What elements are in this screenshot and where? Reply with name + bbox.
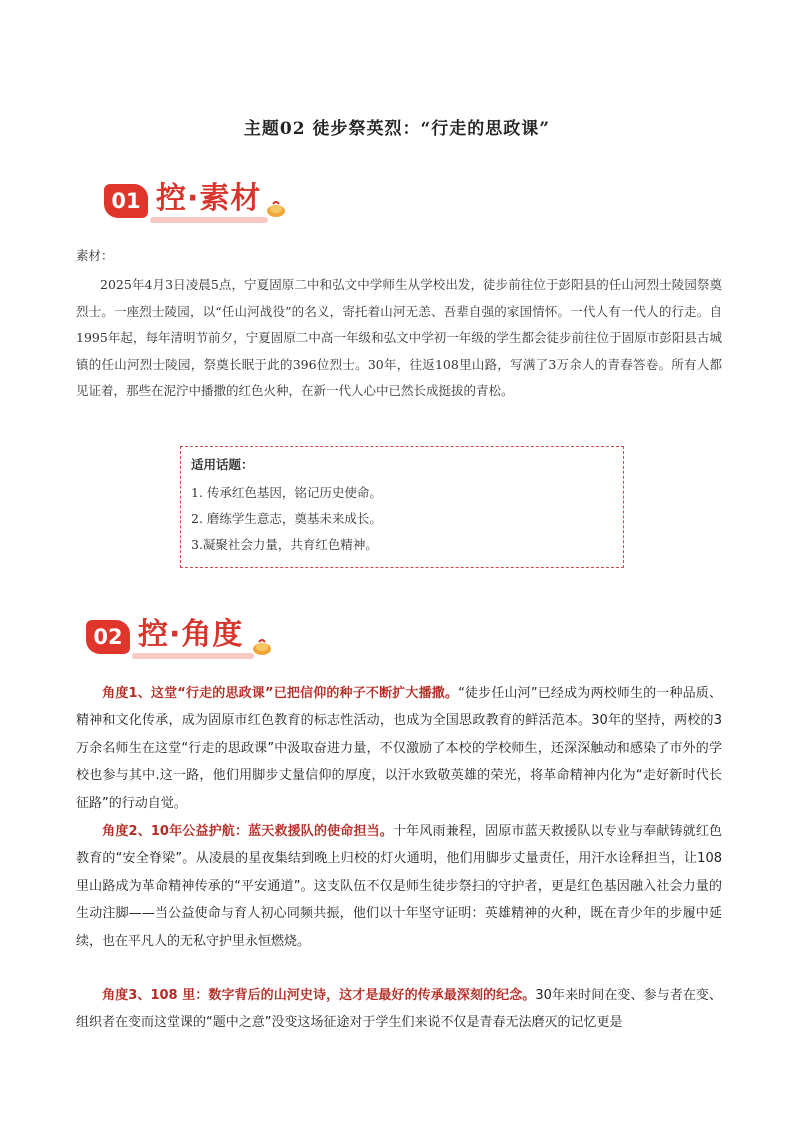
angle-title: 角度2、10年公益护航：蓝天救援队的使命担当。 xyxy=(102,824,393,839)
angle-text: 30年来时间在变、参与者在变、组织者在变而这堂课的“题中之意”没变这场征途对于学生们来说不仅是青春无法磨灭的记忆更是 xyxy=(76,988,722,1031)
topic-item: 3.凝聚社会力量，共育红色精神。 xyxy=(191,537,378,552)
section-number: 02 xyxy=(86,620,130,654)
section-header-angles xyxy=(86,612,276,660)
page-title: 主题02 徒步祭英烈：“行走的思政课” xyxy=(243,119,551,139)
material-body xyxy=(76,272,722,405)
angle-paragraph xyxy=(76,818,722,955)
angle-title: 角度3、108 里：数字背后的山河史诗，这才是最好的传承最深刻的纪念。 xyxy=(102,988,536,1003)
topics-heading: 适用话题： xyxy=(191,457,254,472)
section-number: 01 xyxy=(104,184,148,218)
angle-title: 角度1、这堂“行走的思政课”已把信仰的种子不断扩大播撒。 xyxy=(102,686,459,701)
material-heading: 素材： xyxy=(76,248,114,263)
material-text: 2025年4月3日凌晨5点，宁夏固原二中和弘文中学师生从学校出发，徒步前往位于彭阳县的任山河烈士陵园祭奠烈士。一座烈士陵园，以“任山河战役”的名义，寄托着山河无恙、吾辈自强的家国情怀。一代人有一代人的行走。自1995年起，每年清明节前夕，宁夏固原二中高一年级和弘文中学初一年级的学生都会徒步前往位于固原市彭阳县古城镇的任山河烈士陵园，祭奠长眠于此的396位烈士。30年，往返108里山路，写满了3万余人的青春答卷。所有人都见证着，那些在泥泞中播撒的红色火种，在新一代人心中已然长成挺拔的青松。 xyxy=(76,277,722,399)
angle-text: “徒步任山河”已经成为两校师生的一种品质、精神和文化传承，成为固原市红色教育的标志性活动，也成为全国思政教育的鲜活范本。30年的坚持，两校的3万余名师生在这堂“行走的思政课”中汲取奋进力量，不仅激励了本校的学校师生，还深深触动和感染了市外的学校也参与其中.这一路，他们用脚步丈量信仰的厚度，以汗水致敬英雄的荣光，将革命精神内化为“走好新时代长征路”的行动自觉。 xyxy=(76,686,722,811)
section-header-material xyxy=(104,176,294,224)
ornament-icon xyxy=(266,200,286,218)
angle-paragraph xyxy=(76,680,722,817)
angle-paragraph xyxy=(76,982,722,1038)
topic-item: 2. 磨练学生意志，奠基未来成长。 xyxy=(191,511,382,526)
section-label: 控·角度 xyxy=(138,617,244,652)
topics-box xyxy=(180,446,624,568)
topic-item: 1. 传承红色基因，铭记历史使命。 xyxy=(191,485,382,500)
section-label: 控·素材 xyxy=(156,181,262,216)
ornament-icon xyxy=(252,638,272,656)
angle-text: 十年风雨兼程，固原市蓝天救援队以专业与奉献铸就红色教育的“安全脊梁”。从凌晨的星夜集结到晚上归校的灯火通明，他们用脚步丈量责任，用汗水诠释担当，让108里山路成为革命精神传承的“平安通道”。这支队伍不仅是师生徒步祭扫的守护者，更是红色基因融入社会力量的生动注脚——当公益使命与育人初心同频共振，他们以十年坚守证明：英雄精神的火种，既在青少年的步履中延续，也在平凡人的无私守护里永恒燃烧。 xyxy=(76,824,722,949)
